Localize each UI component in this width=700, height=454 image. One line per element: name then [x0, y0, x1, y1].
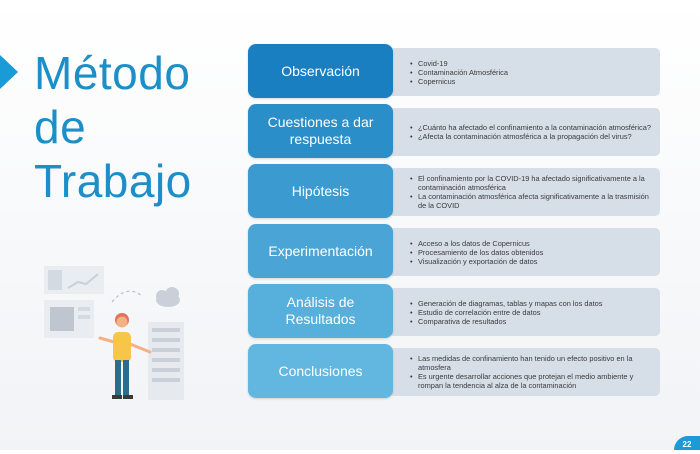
page-number-badge: 22	[674, 436, 700, 450]
detail-item: • La contaminación atmosférica afecta significativamente a la trasmisión de la COVID	[410, 192, 652, 210]
detail-item: • Acceso a los datos de Copernicus	[410, 239, 652, 248]
step-box-hipotesis: Hipótesis	[248, 164, 393, 218]
step-box-observacion: Observación	[248, 44, 393, 98]
step-box-conclusiones: Conclusiones	[248, 344, 393, 398]
step-row-cuestiones	[248, 104, 661, 156]
step-row-analisis	[248, 284, 661, 336]
accent-arrow-marker	[0, 55, 18, 89]
step-box-analisis: Análisis de Resultados	[248, 284, 393, 338]
person-presenting-illustration	[40, 262, 200, 407]
step-detail-panel	[388, 48, 660, 96]
step-box-cuestiones: Cuestiones a dar respuesta	[248, 104, 393, 158]
detail-item: • Las medidas de confinamiento han tenido un efecto positivo en la atmosfera	[410, 354, 652, 372]
detail-item: • El confinamiento por la COVID-19 ha afectado significativamente a la contaminación atmosférica	[410, 174, 652, 192]
detail-item: • Procesamiento de los datos obtenidos	[410, 248, 652, 257]
step-box-experimentacion: Experimentación	[248, 224, 393, 278]
step-detail-panel	[388, 228, 660, 276]
person-figure	[100, 313, 150, 399]
step-row-hipotesis	[248, 164, 661, 216]
step-detail-panel	[388, 108, 660, 156]
step-row-observacion	[248, 44, 661, 96]
detail-item: • Estudio de correlación entre de datos	[410, 308, 652, 317]
step-detail-panel	[388, 168, 660, 216]
title-line-3: Trabajo	[34, 155, 192, 207]
step-row-conclusiones	[248, 344, 661, 396]
detail-item: • Covid-19	[410, 59, 652, 68]
detail-item: • Visualización y exportación de datos	[410, 257, 652, 266]
detail-item: • Comparativa de resultados	[410, 317, 652, 326]
step-row-experimentacion	[248, 224, 661, 276]
title-line-2: de	[34, 101, 87, 153]
step-detail-panel	[388, 348, 660, 396]
detail-item: • Contaminación Atmosférica	[410, 68, 652, 77]
detail-item: • Generación de diagramas, tablas y mapas con los datos	[410, 299, 652, 308]
detail-item: • ¿Cuánto ha afectado el confinamiento a la contaminación atmosférica?	[410, 123, 652, 132]
step-detail-panel	[388, 288, 660, 336]
detail-item: • Es urgente desarrollar acciones que protejan el medio ambiente y rompan la tendencia al alza de la contaminación	[410, 372, 652, 390]
detail-item: • Copernicus	[410, 77, 652, 86]
title-line-1: Método	[34, 47, 191, 99]
page-title	[34, 46, 244, 208]
detail-item: • ¿Afecta la contaminación atmosférica a la propagación del virus?	[410, 132, 652, 141]
